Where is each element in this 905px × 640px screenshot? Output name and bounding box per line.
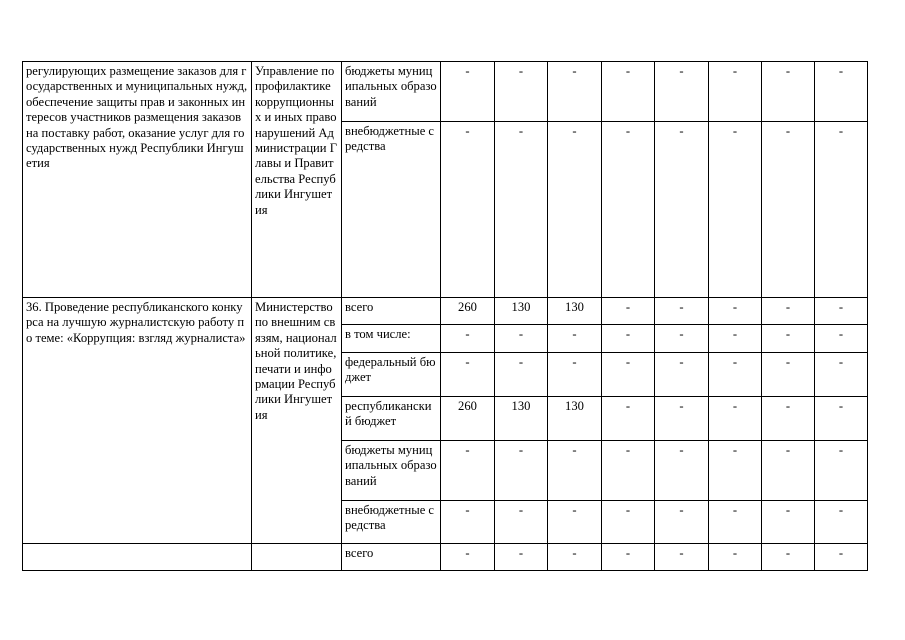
amount-cell: - <box>709 325 762 353</box>
funding-source: республиканский бюджет <box>342 397 441 441</box>
amount-cell: - <box>441 62 495 122</box>
amount-cell: - <box>548 325 602 353</box>
amount-cell: - <box>762 122 815 298</box>
measure-description <box>23 544 252 571</box>
table-row <box>23 62 868 122</box>
amount-cell: - <box>495 62 548 122</box>
funding-source: всего <box>342 544 441 571</box>
amount-cell: - <box>495 325 548 353</box>
amount-cell: - <box>548 62 602 122</box>
amount-cell: - <box>762 325 815 353</box>
executor-cell <box>252 544 342 571</box>
amount-cell: - <box>548 353 602 397</box>
amount-cell: - <box>602 122 655 298</box>
amount-cell: - <box>709 122 762 298</box>
amount-cell: - <box>762 353 815 397</box>
amount-cell: - <box>815 62 868 122</box>
amount-cell: - <box>655 122 709 298</box>
amount-cell: 260 <box>441 298 495 325</box>
amount-cell: - <box>709 298 762 325</box>
amount-cell: - <box>655 501 709 544</box>
measure-description: 36. Проведение республиканского конкурса на лучшую журналистскую работу по теме: «Коррупция: взгляд журналиста» <box>23 298 252 544</box>
amount-cell: - <box>762 298 815 325</box>
amount-cell: - <box>441 325 495 353</box>
funding-source: внебюджетные средства <box>342 122 441 298</box>
amount-cell: - <box>548 441 602 501</box>
amount-cell: - <box>548 544 602 571</box>
amount-cell: - <box>602 353 655 397</box>
amount-cell: - <box>441 441 495 501</box>
funding-source: федеральный бюджет <box>342 353 441 397</box>
amount-cell: - <box>815 501 868 544</box>
amount-cell: - <box>602 62 655 122</box>
funding-source: в том числе: <box>342 325 441 353</box>
amount-cell: - <box>441 544 495 571</box>
amount-cell: - <box>815 441 868 501</box>
amount-cell: - <box>815 325 868 353</box>
amount-cell: - <box>709 353 762 397</box>
table-row <box>23 298 868 325</box>
amount-cell: - <box>602 441 655 501</box>
measure-description: регулирующих размещение заказов для государственных и муниципальных нужд, обеспечение защиты прав и законных интересов участников размещения заказов на поставку работ, оказание услуг для государственных нужд Республики Ингушетия <box>23 62 252 298</box>
amount-cell: - <box>655 353 709 397</box>
amount-cell: - <box>709 397 762 441</box>
amount-cell: - <box>441 122 495 298</box>
funding-source: внебюджетные средства <box>342 501 441 544</box>
amount-cell: - <box>495 122 548 298</box>
amount-cell: - <box>602 298 655 325</box>
funding-table <box>22 61 868 571</box>
amount-cell: - <box>495 353 548 397</box>
amount-cell: - <box>815 544 868 571</box>
amount-cell: - <box>655 298 709 325</box>
amount-cell: - <box>441 353 495 397</box>
amount-cell: - <box>815 353 868 397</box>
amount-cell: - <box>815 122 868 298</box>
amount-cell: - <box>655 397 709 441</box>
table-row <box>23 544 868 571</box>
funding-source: бюджеты муниципальных образований <box>342 62 441 122</box>
executor-cell: Министерство по внешним связям, национальной политике, печати и информации Республики Ингушетия <box>252 298 342 544</box>
amount-cell: - <box>655 325 709 353</box>
amount-cell: 130 <box>548 298 602 325</box>
funding-source: бюджеты муниципальных образований <box>342 441 441 501</box>
amount-cell: 260 <box>441 397 495 441</box>
amount-cell: - <box>709 501 762 544</box>
amount-cell: - <box>441 501 495 544</box>
amount-cell: - <box>709 62 762 122</box>
amount-cell: - <box>602 397 655 441</box>
amount-cell: - <box>495 441 548 501</box>
amount-cell: - <box>655 441 709 501</box>
amount-cell: - <box>815 298 868 325</box>
amount-cell: - <box>655 62 709 122</box>
amount-cell: - <box>762 397 815 441</box>
amount-cell: 130 <box>548 397 602 441</box>
amount-cell: - <box>655 544 709 571</box>
amount-cell: - <box>602 325 655 353</box>
amount-cell: - <box>709 441 762 501</box>
funding-source: всего <box>342 298 441 325</box>
executor-cell: Управление по профилактике коррупционных и иных правонарушений Администрации Главы и Правительства Республики Ингушетия <box>252 62 342 298</box>
amount-cell: - <box>602 544 655 571</box>
amount-cell: - <box>602 501 655 544</box>
amount-cell: - <box>495 501 548 544</box>
amount-cell: - <box>762 62 815 122</box>
amount-cell: - <box>495 544 548 571</box>
amount-cell: - <box>815 397 868 441</box>
amount-cell: - <box>548 501 602 544</box>
amount-cell: 130 <box>495 298 548 325</box>
amount-cell: - <box>762 501 815 544</box>
amount-cell: - <box>762 441 815 501</box>
amount-cell: - <box>709 544 762 571</box>
amount-cell: - <box>548 122 602 298</box>
amount-cell: - <box>762 544 815 571</box>
amount-cell: 130 <box>495 397 548 441</box>
